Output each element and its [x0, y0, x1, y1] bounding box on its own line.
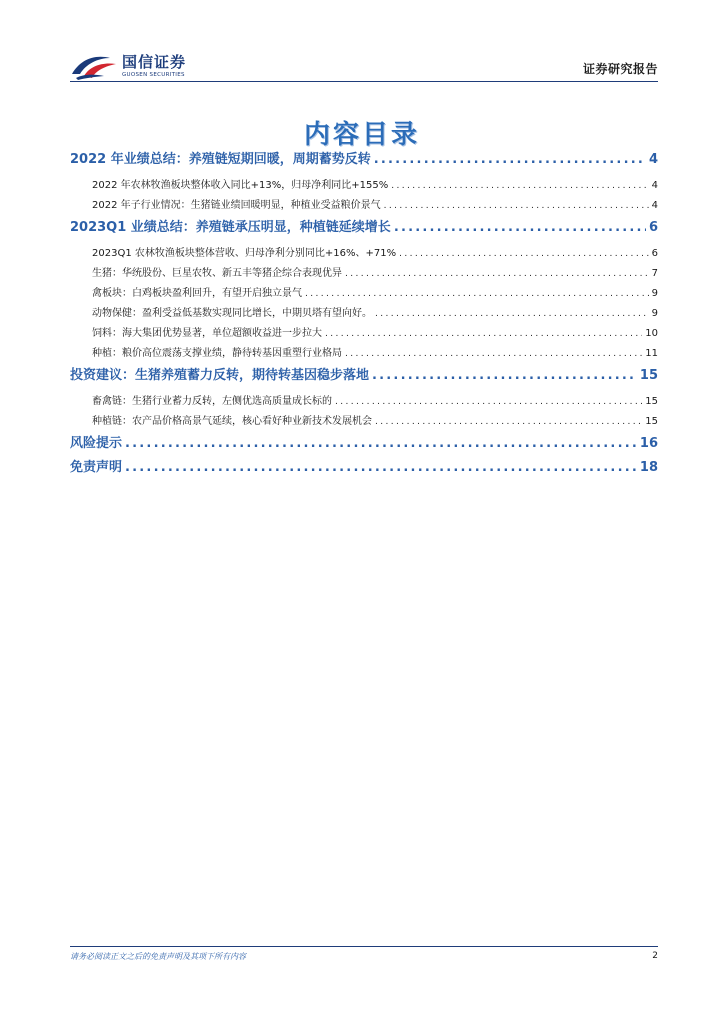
toc-entry-page: 15 [645, 396, 658, 407]
toc-dot-leader [305, 285, 649, 303]
header-divider [70, 81, 658, 82]
toc-entry-page: 11 [645, 348, 658, 359]
toc-entry-page: 4 [648, 152, 658, 167]
toc-entry-page: 15 [645, 416, 658, 427]
toc-dot-leader [375, 305, 649, 323]
toc-entry-page: 7 [651, 268, 658, 279]
toc-entry-page: 15 [639, 368, 658, 383]
toc-subsection-entry[interactable] [92, 245, 658, 263]
toc-subsection-entry[interactable] [92, 305, 658, 323]
toc-section-entry[interactable] [70, 150, 658, 170]
toc-section-entry[interactable] [70, 458, 658, 478]
toc-entry-title: 风险提示 [70, 436, 123, 451]
toc-dot-leader [325, 325, 642, 343]
toc-dot-leader [345, 265, 649, 283]
toc-dot-leader [384, 197, 649, 215]
toc-entry-title: 种植链：农产品价格高景气延续，核心看好种业新技术发展机会 [92, 416, 372, 427]
toc-entry-page: 16 [639, 436, 658, 451]
page-header [70, 48, 658, 86]
logo-name-en: GUOSEN SECURITIES [122, 71, 185, 78]
toc-entry-title: 2023Q1 农林牧渔板块整体营收、归母净利分别同比+16%、+71% [92, 248, 397, 259]
toc-entry-title: 投资建议：生猪养殖蓄力反转，期待转基因稳步落地 [70, 368, 370, 383]
toc-subsection-entry[interactable] [92, 177, 658, 195]
toc-entry-page: 6 [651, 248, 658, 259]
toc-section-entry[interactable] [70, 434, 658, 454]
toc-dot-leader [391, 177, 648, 195]
toc-dot-leader [394, 218, 646, 238]
toc-dot-leader [375, 413, 642, 431]
toc-entry-page: 9 [651, 308, 658, 319]
toc-entry-title: 2022 年农林牧渔板块整体收入同比+13%，归母净利同比+155% [92, 180, 389, 191]
toc-dot-leader [399, 245, 649, 263]
toc-title: 内容目录 [303, 120, 420, 150]
footer-divider [70, 946, 658, 947]
toc-entry-page: 18 [639, 460, 658, 475]
toc-subsection-entry[interactable] [92, 345, 658, 363]
toc-section-entry[interactable] [70, 218, 658, 238]
toc-dot-leader [335, 393, 642, 411]
toc-subsection-entry[interactable] [92, 197, 658, 215]
toc-entry-title: 畜禽链：生猪行业蓄力反转，左侧优选高质量成长标的 [92, 396, 332, 407]
toc-entry-page: 6 [648, 220, 658, 235]
toc-section-entry[interactable] [70, 366, 658, 386]
toc-dot-leader [125, 434, 637, 454]
toc-dot-leader [374, 150, 646, 170]
toc-entry-title: 禽板块：白鸡板块盈利回升，有望开启独立景气 [92, 288, 302, 299]
toc-entry-title: 2022 年业绩总结：养殖链短期回暖，周期蓄势反转 [70, 152, 371, 167]
toc-subsection-entry[interactable] [92, 285, 658, 303]
toc-entry-title: 动物保健：盈利受益低基数实现同比增长，中期贝塔有望向好。 [92, 308, 372, 319]
toc-subsection-entry[interactable] [92, 265, 658, 283]
toc-entry-title: 2023Q1 业绩总结：养殖链承压明显，种植链延续增长 [70, 220, 391, 235]
guosen-logo-icon [70, 52, 118, 80]
toc-dot-leader [372, 366, 637, 386]
page-number: 2 [652, 951, 658, 961]
report-type-label: 证券研究报告 [582, 62, 658, 76]
toc-entry-title: 免责声明 [70, 460, 123, 475]
logo-name-cn: 国信证券 [122, 52, 187, 71]
toc-subsection-entry[interactable] [92, 325, 658, 343]
toc-entry-page: 10 [645, 328, 658, 339]
toc-entry-title: 种植：粮价高位震荡支撑业绩，静待转基因重塑行业格局 [92, 348, 342, 359]
toc-entry-title: 2022 年子行业情况：生猪链业绩回暖明显，种植业受益粮价景气 [92, 200, 381, 211]
toc-subsection-entry[interactable] [92, 393, 658, 411]
toc-dot-leader [345, 345, 642, 363]
toc-entry-title: 饲料：海大集团优势显著，单位超额收益进一步拉大 [92, 328, 322, 339]
disclaimer-note: 请务必阅读正文之后的免责声明及其项下所有内容 [70, 952, 246, 961]
toc-entry-page: 4 [651, 200, 658, 211]
toc-subsection-entry[interactable] [92, 413, 658, 431]
toc-dot-leader [125, 458, 637, 478]
toc-entry-page: 9 [651, 288, 658, 299]
toc-entry-page: 4 [651, 180, 658, 191]
toc-entry-title: 生猪：华统股份、巨星农牧、新五丰等猪企综合表现优异 [92, 268, 342, 279]
guosen-logo [70, 48, 186, 84]
